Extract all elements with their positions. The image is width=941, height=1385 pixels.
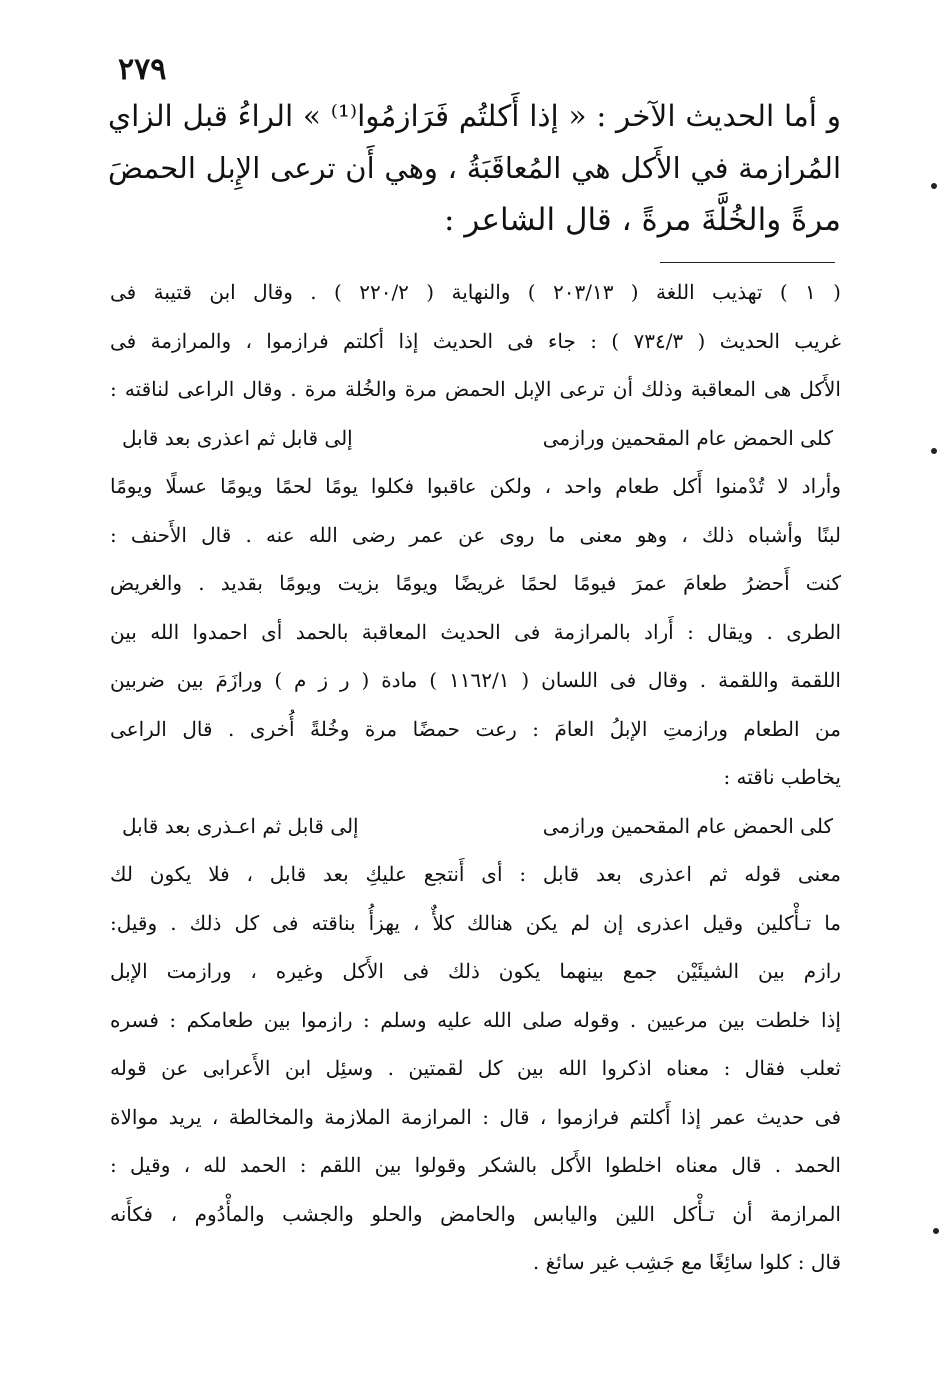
main-text xyxy=(108,90,841,246)
footnote-line: الطرى . ويقال : أَراد بالمرازمة فى الحديث المعاقبة بالحمد أى احمدوا الله بين xyxy=(110,619,841,644)
verse-second-hemistich: إلى قابل ثم اعذرى بعد قابل xyxy=(122,425,353,450)
footnote-line: ما تـأْكلين وقيل اعذرى إن لم يكن هنالك كلأٌ ، يهزأُ بناقته فى كل ذلك . وقيل: xyxy=(110,910,841,935)
footnote-line: فى حديث عمر إذا أَكلتم فرازموا ، قال : المرازمة الملازمة والمخالطة ، يريد موالاة xyxy=(110,1104,841,1129)
footnote-line: اللقمة واللقمة . وقال فى اللسان ( ١١٦٢/١ ) مادة ( ر ز م ) ورازَمَ بين ضربين xyxy=(110,668,841,692)
margin-punch-dot xyxy=(933,1228,939,1234)
main-text-line: مرةً والخُلَّةَ مرةً ، قال الشاعر : xyxy=(444,202,841,238)
footnote-line: المرازمة أن تـأْكل اللين واليابس والحامض والحلو والجشب والمأْدُوم ، فكأَنه xyxy=(110,1201,841,1226)
main-text-line: المُرازمة في الأَكل هي المُعاقَبَةُ ، وهي أَن ترعى الإِبل الحمضَ xyxy=(108,151,841,185)
poem-verse xyxy=(110,802,841,851)
poem-verse xyxy=(110,414,841,463)
footnote-line: الحمد . قال معناه اخلطوا الأَكل بالشكر وقولوا بين اللقم : الحمد لله ، وقيل : xyxy=(110,1153,841,1177)
margin-punch-dot xyxy=(931,183,937,189)
verse-first-hemistich: كلى الحمض عام المقحمين ورازمى xyxy=(542,813,833,838)
verse-first-hemistich: كلى الحمض عام المقحمين ورازمى xyxy=(542,425,833,450)
footnote-line: يخاطب ناقته : xyxy=(723,765,841,789)
footnote-line: الأَكل هى المعاقبة وذلك أن ترعى الإبل الحمض مرة والخُلة مرة . وقال الراعى لناقته : xyxy=(110,377,841,401)
footnote-line: ( ١ ) تهذيب اللغة ( ٢٠٣/١٣ ) والنهاية ( ٢٢٠/٢ ) . وقال ابن قتيبة فى xyxy=(110,280,841,304)
footnote-line: من الطعام ورازمتِ الإبلُ العامَ : رعت حمضًا مرة وخُلةً أُخرى . قال الراعى xyxy=(110,716,841,741)
footnote-line: ثعلب فقال : معناه اذكروا الله بين كل لقمتين . وسئِل ابن الأَعرابى عن قوله xyxy=(110,1056,841,1080)
footnote-separator xyxy=(660,262,835,263)
margin-punch-dot xyxy=(931,448,937,454)
footnotes xyxy=(110,268,841,1287)
main-text-line: و أما الحديث الآخر : « إذا أَكلتُم فَرَازمُوا⁽¹⁾ » الراءُ قبل الزاي xyxy=(108,99,841,133)
footnote-line: كنت أَحضرُ طعامَ عمرَ فيومًا لحمًا غريضًا ويومًا بزيت ويومًا بقديد . والغريض xyxy=(110,571,841,595)
footnote-line: معنى قوله ثم اعذرى بعد قابل : أى أَنتجع عليكِ بعد قابل ، فلا يكون لك xyxy=(110,862,841,886)
footnote-line: غريب الحديث ( ٧٣٤/٣ ) : جاء فى الحديث إذا أكلتم فرازموا ، والمرازمة فى xyxy=(110,328,841,353)
footnote-line: لبنًا وأشباه ذلك ، وهو معنى ما روى عن عمر رضى الله عنه . قال الأَحنف : xyxy=(110,522,841,547)
footnote-line: رازم بين الشيئَيْن جمع بينهما يكون ذلك فى الأَكل وغيره ، ورازمت الإبل xyxy=(110,959,841,983)
page-number: ٢٧٩ xyxy=(118,52,167,87)
footnote-line: إذا خلطت بين مرعيين . وقوله صلى الله عليه وسلم : رازموا بين طعامكم : فسره xyxy=(110,1007,841,1032)
footnote-line: قال : كلوا سائِغًا مع جَشِب غير سائغ . xyxy=(532,1250,841,1274)
verse-second-hemistich: إلى قابل ثم اعـذرى بعد قابل xyxy=(122,813,359,838)
footnote-line: وأراد لا تُدْمنوا أَكل طعام واحد ، ولكن عاقبوا فكلوا يومًا لحمًا ويومًا عسلًا ويومًا xyxy=(110,474,841,498)
